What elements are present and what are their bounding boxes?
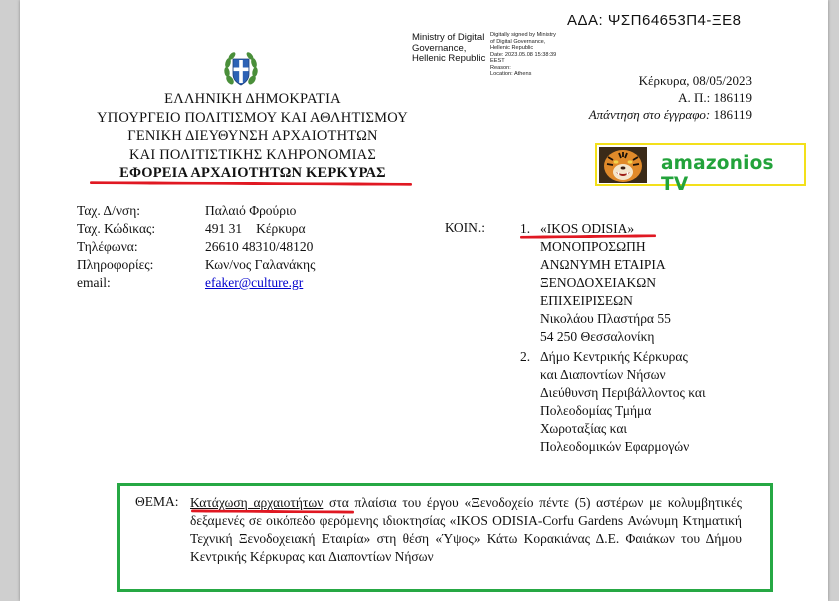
recipient-line: «IKOS ODISIA» <box>540 221 635 236</box>
letterhead-line: ΕΛΛΗΝΙΚΗ ΔΗΜΟΚΡΑΤΙΑ <box>164 91 341 107</box>
contact-value: Κων/νος Γαλανάκης <box>205 257 316 272</box>
document-page <box>20 0 828 601</box>
postal-code: 491 31 <box>205 221 243 236</box>
recipient-line: Δήμο Κεντρικής Κέρκυρας <box>540 349 688 364</box>
subject-label: ΘΕΜΑ: <box>135 494 179 509</box>
signature-detail-line: Digitally signed by Ministry <box>490 32 556 38</box>
email-link[interactable]: efaker@culture.gr <box>205 275 304 290</box>
ephorate-name: ΕΦΟΡΕΙΑ ΑΡΧΑΙΟΤΗΤΩΝ ΚΕΡΚΥΡΑΣ <box>119 165 386 181</box>
logo-text: amazonios TV <box>661 153 774 195</box>
subject-box <box>117 483 773 592</box>
date-protocol-block <box>589 72 752 123</box>
reply-number: 186119 <box>713 107 752 122</box>
recipient-line: ΕΠΙΧΕΙΡΙΣΕΩΝ <box>540 293 633 308</box>
recipient-lines <box>540 220 671 346</box>
recipient-item <box>520 348 706 456</box>
ada-code: ΑΔΑ: ΨΣΠ64653Π4-ΞΕ8 <box>567 12 742 29</box>
recipient-lines <box>540 348 706 456</box>
contact-value <box>205 220 306 238</box>
contact-label: Πληροφορίες: <box>77 257 154 272</box>
postal-city: Κέρκυρα <box>256 221 306 236</box>
contact-row-info <box>77 256 315 274</box>
signature-detail-line: Hellenic Republic <box>490 45 534 51</box>
recipient-line: ΞΕΝΟΔΟΧΕΙΑΚΩΝ <box>540 275 657 290</box>
amazonios-tv-logo <box>595 143 806 195</box>
contact-label: Ταχ. Κώδικας: <box>77 221 156 236</box>
contact-value: Παλαιό Φρούριο <box>205 203 297 218</box>
contact-row-postal <box>77 220 315 238</box>
recipient-line: Νικολάου Πλαστήρα 55 <box>540 311 671 326</box>
recipient-line: ΜΟΝΟΠΡΟΣΩΠΗ <box>540 239 646 254</box>
signature-detail-line: Reason: <box>490 64 511 71</box>
recipient-number: 2. <box>520 349 531 364</box>
contact-label: Ταχ. Δ/νση: <box>77 203 141 218</box>
recipient-line: ΑΝΩΝΥΜΗ ΕΤΑΙΡΙΑ <box>540 257 666 272</box>
letterhead <box>75 90 430 183</box>
recipient-number: 1. <box>520 221 531 236</box>
subject-underlined: Κατάχωση αρχαιοτήτων <box>190 495 324 510</box>
recipient-line: Διεύθυνση Περιβάλλοντος και <box>540 385 706 400</box>
signature-detail-line: of Digital Governance, <box>490 38 546 45</box>
tiger-icon <box>599 147 647 183</box>
subject-rest: στα πλαίσια του έργου «Ξενοδοχείο πέντε (5) αστέρων με κολυμβητικές δεξαμενές σε οικόπεδο φερόμενης ιδιοκτησίας «IKOS ODISIA-Corfu Gardens Ανώνυμη Κτηματική Τεχνική Ξενοδοχειακή Εταιρία» στη θέση «Ύψος» Κάτω Κορακιάνας Δ.Ε. Φαιάκων του Δήμου Κεντρικής Κέρκυρας και Διαποντίων Νήσων <box>190 495 742 564</box>
recipient-item <box>520 220 706 346</box>
contact-info <box>77 202 315 292</box>
signature-org-line: Ministry of Digital <box>412 32 485 43</box>
signature-detail-line: Date: 2023.05.08 15:38:39 <box>490 51 557 58</box>
place-date: Κέρκυρα, 08/05/2023 <box>638 73 752 88</box>
contact-label: Τηλέφωνα: <box>77 239 138 254</box>
recipient-line: και Διαποντίων Νήσων <box>540 367 666 382</box>
signature-detail-line: Location: Athens <box>490 71 532 77</box>
reply-label: Απάντηση στο έγγραφο: <box>588 107 711 122</box>
recipient-line: Χωροταξίας και <box>540 421 628 436</box>
signature-detail-line: EEST <box>490 58 505 64</box>
recipient-line: 54 250 Θεσσαλονίκη <box>540 329 655 344</box>
contact-value: 26610 48310/48120 <box>205 239 314 254</box>
contact-row-address <box>77 202 315 220</box>
signature-details <box>490 32 556 78</box>
letterhead-line: ΓΕΝΙΚΗ ΔΙΕΥΘΥΝΣΗ ΑΡΧΑΙΟΤΗΤΩΝ <box>127 128 378 144</box>
greek-emblem-icon <box>222 50 260 90</box>
red-underline-ephorate <box>90 181 412 186</box>
reply-reference <box>589 106 752 123</box>
signature-org-line: Hellenic Republic <box>412 53 486 64</box>
signature-organization <box>412 33 485 65</box>
viewer-left-gutter <box>0 0 20 601</box>
recipients-label: ΚΟΙΝ.: <box>445 220 485 235</box>
recipient-line: Πολεοδομίας Τμήμα <box>540 403 652 418</box>
viewer-right-gutter <box>828 0 839 601</box>
letterhead-line: ΚΑΙ ΠΟΛΙΤΙΣΤΙΚΗΣ ΚΛΗΡΟΝΟΜΙΑΣ <box>129 146 376 163</box>
protocol-number: Α. Π.: 186119 <box>678 90 752 105</box>
subject-text <box>190 494 742 566</box>
contact-row-email <box>77 274 315 292</box>
signature-org-line: Governance, <box>412 42 467 54</box>
recipient-line: Πολεοδομικών Εφαρμογών <box>540 439 690 454</box>
contact-row-phone <box>77 238 315 256</box>
contact-label: email: <box>77 275 111 290</box>
recipients-list <box>520 220 706 456</box>
letterhead-line: ΥΠΟΥΡΓΕΙΟ ΠΟΛΙΤΙΣΜΟΥ ΚΑΙ ΑΘΛΗΤΙΣΜΟΥ <box>97 109 408 126</box>
